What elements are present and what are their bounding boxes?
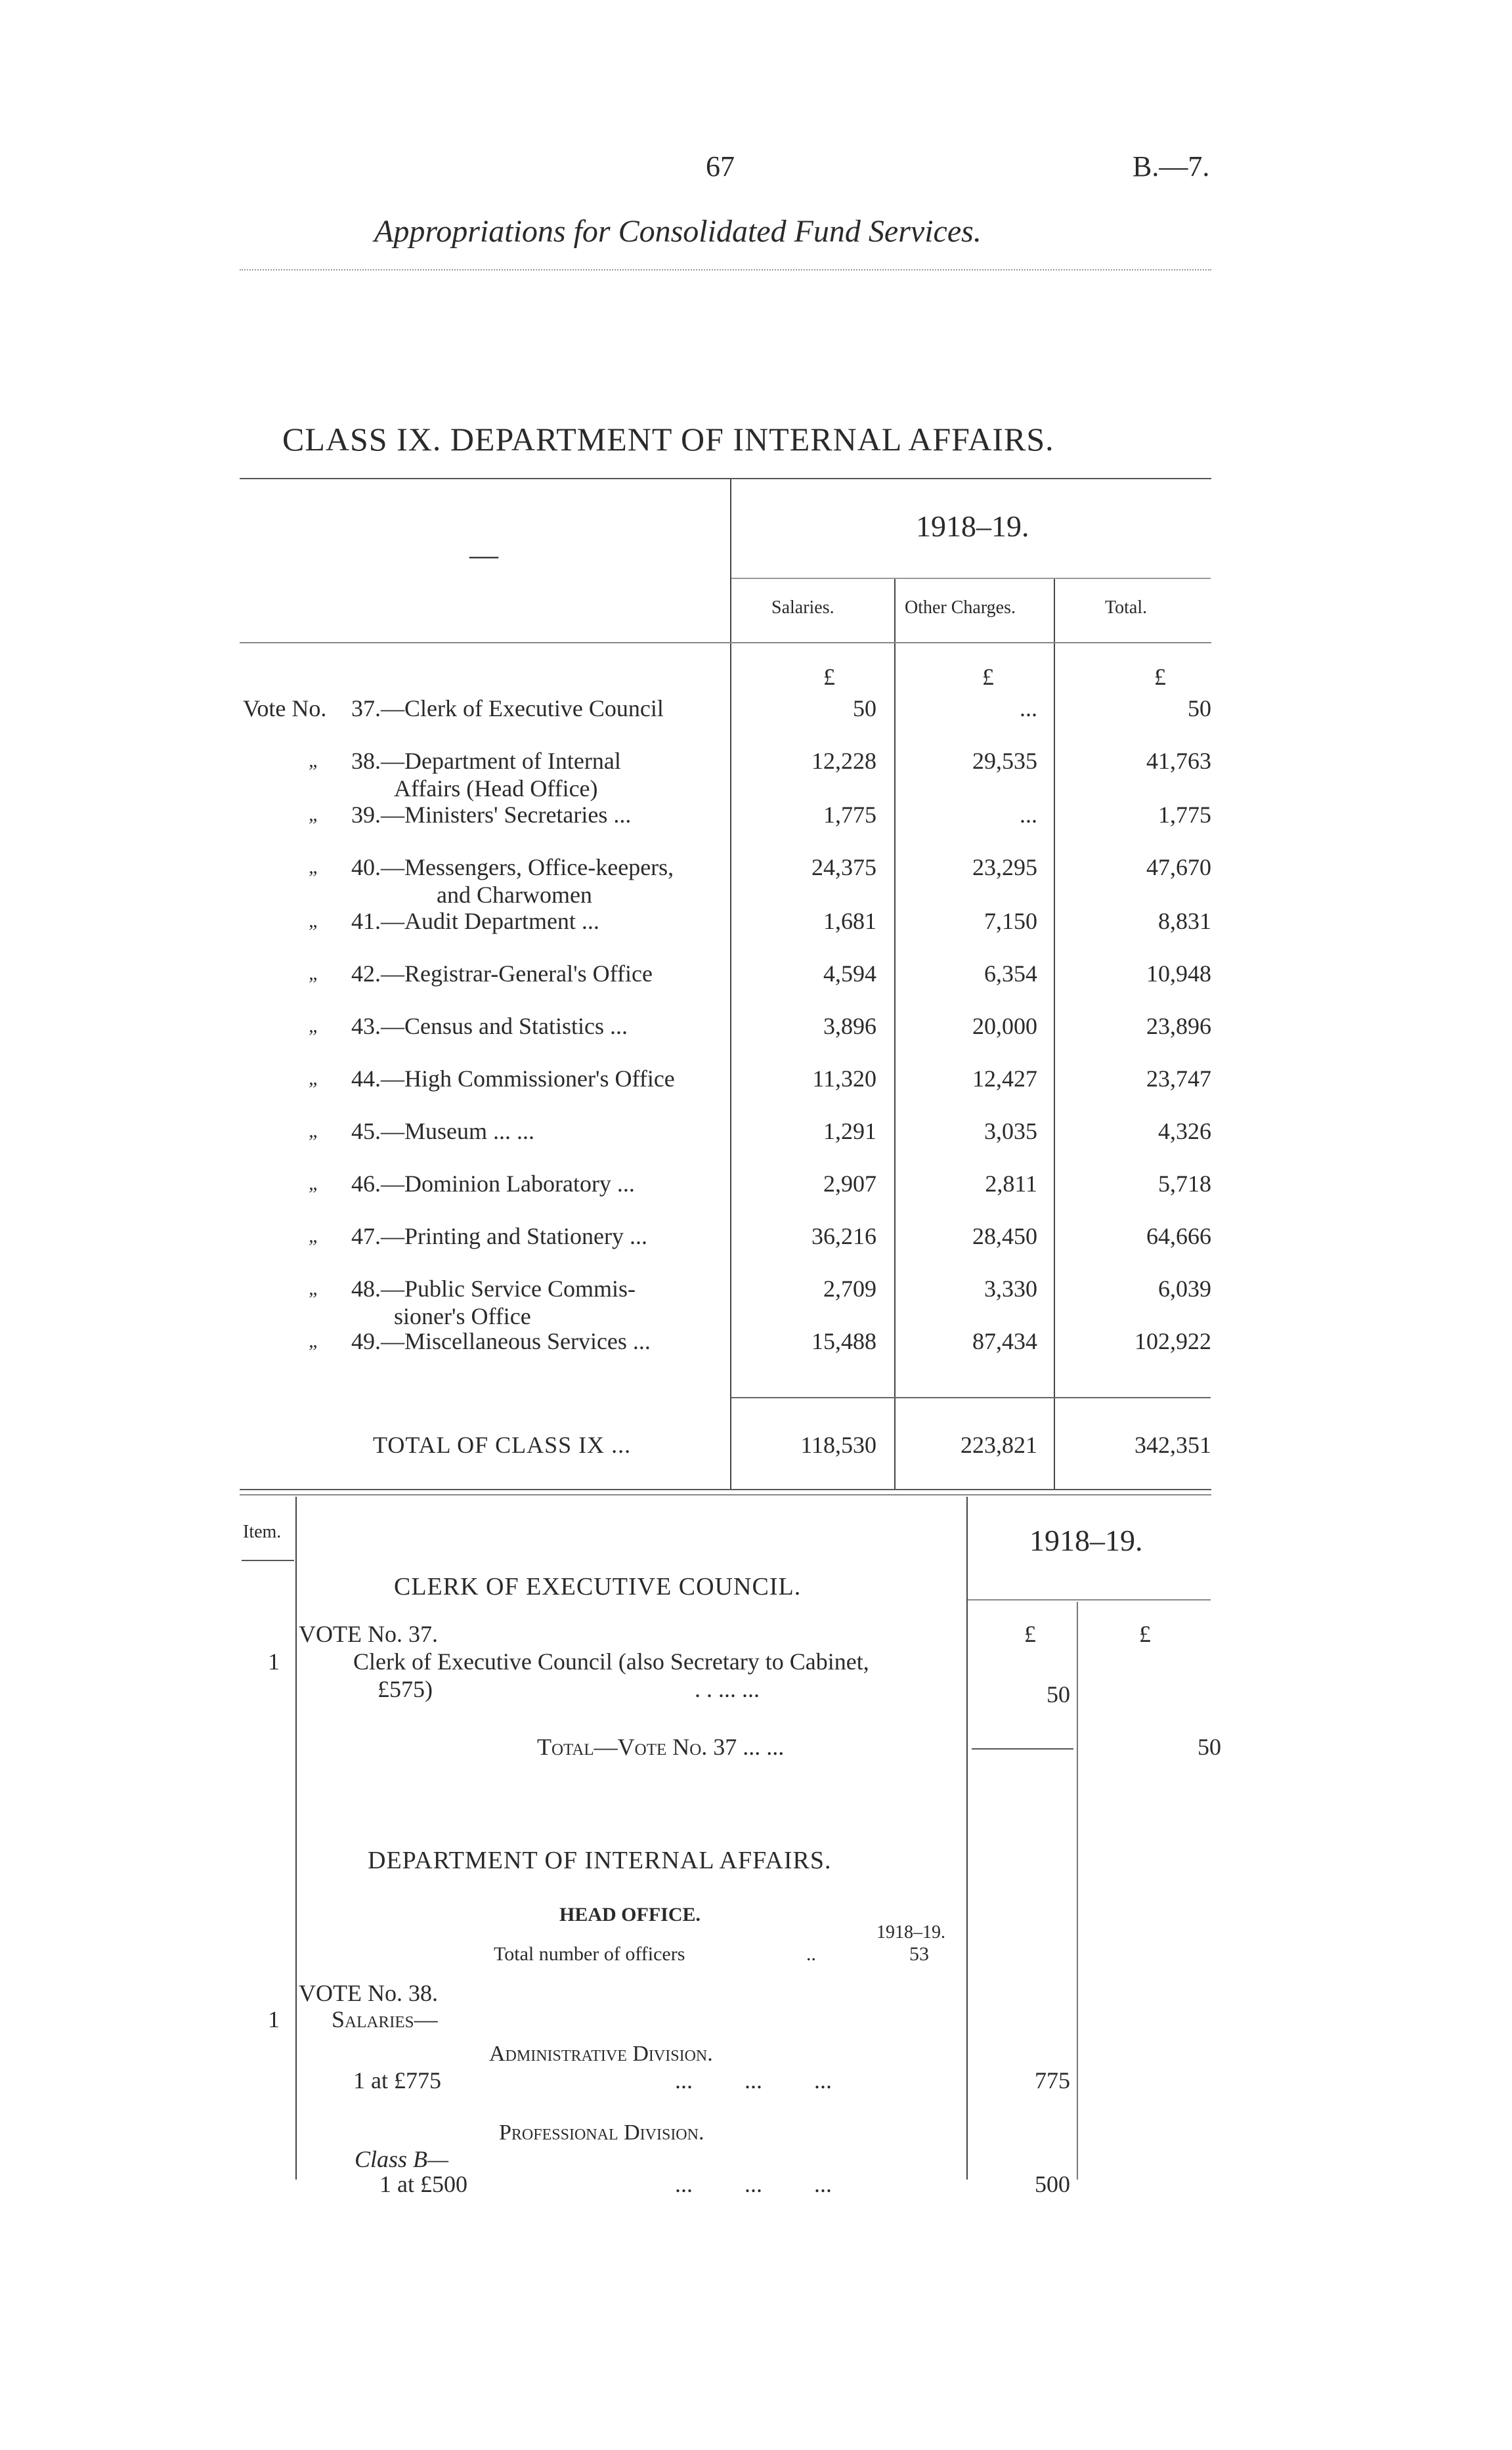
admin-salary-line: 1 at £775 [353, 2067, 441, 2094]
row-label: 44.—High Commissioner's Office [351, 1065, 675, 1092]
detail-currency-1: £ [1024, 1621, 1036, 1647]
total-label-text: Total—Vote No. 37 ... ... [537, 1734, 785, 1760]
ditto-mark: „ [309, 962, 320, 984]
class-b-label: Class B— [355, 2146, 449, 2172]
total-value: 41,763 [1146, 748, 1211, 774]
item-column-divider [295, 1497, 297, 2180]
prof-salary-line: 1 at £500 [379, 2171, 467, 2197]
officers-dots: .. [806, 1943, 816, 1965]
ditto-mark: „ [309, 1172, 320, 1194]
other-charges-value: 12,427 [972, 1065, 1037, 1092]
vote-37-total-label [537, 1733, 784, 1761]
row-label: 48.—Public Service Commis- [351, 1276, 636, 1302]
other-charges-value: 3,330 [984, 1276, 1037, 1302]
total-value: 8,831 [1158, 908, 1211, 934]
other-charges-value: 6,354 [984, 960, 1037, 987]
clerk-item-line1: Clerk of Executive Council (also Secretary to Cabinet, [353, 1648, 869, 1675]
row-label: 45.—Museum ... ... [351, 1118, 534, 1144]
leader-dots: . . ... ... [695, 1676, 760, 1702]
head-office-subheading: HEAD OFFICE. [559, 1904, 701, 1925]
summary-divider-main [730, 479, 731, 1490]
other-charges-value: 28,450 [972, 1223, 1037, 1249]
summary-year: 1918–19. [916, 509, 1029, 543]
ditto-mark: „ [309, 750, 320, 771]
total-value: 23,896 [1146, 1013, 1211, 1039]
other-charges-value: ... [1020, 695, 1037, 721]
subtotal-rule [972, 1748, 1073, 1750]
officers-count: 53 [909, 1943, 929, 1965]
total-value: 5,718 [1158, 1171, 1211, 1197]
total-value: 102,922 [1134, 1328, 1211, 1354]
row-label-continuation: and Charwomen [437, 882, 592, 908]
total-other-charges: 223,821 [961, 1432, 1037, 1458]
totals-rule [731, 1397, 1211, 1398]
salaries-value: 36,216 [811, 1223, 876, 1249]
item-number: 1 [268, 2006, 280, 2032]
total-value: 4,326 [1158, 1118, 1211, 1144]
grand-total: 342,351 [1134, 1432, 1211, 1458]
row-label: 37.—Clerk of Executive Council [351, 695, 664, 721]
total-value: 64,666 [1146, 1223, 1211, 1249]
leader-dots: ... ... ... [675, 2067, 832, 2094]
row-label-continuation: sioner's Office [394, 1303, 531, 1329]
other-charges-value: 23,295 [972, 854, 1037, 880]
salaries-value: 1,681 [823, 908, 876, 934]
total-value: 50 [1188, 695, 1211, 721]
currency-salaries: £ [823, 664, 835, 690]
vote-37-total-amount: 50 [1198, 1734, 1221, 1760]
ditto-mark: „ [309, 1015, 320, 1037]
salaries-value: 4,594 [823, 960, 876, 987]
ditto-mark: „ [309, 1225, 320, 1247]
leader-dots: ... ... ... [675, 2171, 832, 2197]
page-number: 67 [706, 150, 735, 183]
total-value: 6,039 [1158, 1276, 1211, 1302]
summary-top-rule [240, 478, 1211, 479]
summary-bottom-rule [240, 1489, 1211, 1490]
clerk-item-line2: £575) [378, 1676, 433, 1702]
row-label: 41.—Audit Department ... [351, 908, 599, 934]
ditto-mark: „ [309, 1067, 320, 1089]
prof-salary-amount: 500 [1035, 2171, 1070, 2197]
row-label: 49.—Miscellaneous Services ... [351, 1328, 651, 1354]
ditto-mark: „ [309, 1278, 320, 1299]
row-label: 40.—Messengers, Office-keepers, [351, 854, 674, 880]
row-label: 42.—Registrar-General's Office [351, 960, 653, 987]
stub-dash: — [469, 539, 498, 571]
salaries-value: 1,775 [823, 802, 876, 828]
document-reference: B.—7. [1133, 150, 1210, 183]
total-value: 10,948 [1146, 960, 1211, 987]
class-heading: CLASS IX. DEPARTMENT OF INTERNAL AFFAIRS. [282, 421, 1054, 458]
header-rule [240, 269, 1211, 270]
salaries-value: 3,896 [823, 1013, 876, 1039]
other-charges-value: 87,434 [972, 1328, 1037, 1354]
salaries-value: 2,907 [823, 1171, 876, 1197]
detail-currency-2: £ [1139, 1621, 1151, 1647]
clerk-amount: 50 [1047, 1681, 1070, 1708]
item-number: 1 [268, 1648, 280, 1675]
row-label: 39.—Ministers' Secretaries ... [351, 802, 632, 828]
row-label: 43.—Census and Statistics ... [351, 1013, 628, 1039]
officers-year: 1918–19. [876, 1922, 945, 1943]
internal-affairs-heading: DEPARTMENT OF INTERNAL AFFAIRS. [368, 1847, 832, 1874]
ditto-mark: „ [309, 1120, 320, 1142]
salaries-value: 12,228 [811, 748, 876, 774]
professional-division-heading: Professional Division. [499, 2120, 704, 2145]
row-label: 46.—Dominion Laboratory ... [351, 1171, 635, 1197]
ditto-mark: „ [309, 856, 320, 878]
ditto-mark: „ [309, 804, 320, 825]
salaries-value: 11,320 [812, 1065, 876, 1092]
ditto-mark: „ [309, 910, 320, 932]
item-header: Item. [243, 1522, 282, 1542]
currency-total: £ [1154, 664, 1166, 690]
summary-divider-other [1054, 579, 1055, 1490]
salaries-heading: Salaries— [332, 2006, 438, 2032]
other-charges-value: 2,811 [985, 1171, 1037, 1197]
column-header-salaries: Salaries. [771, 597, 834, 618]
salaries-value: 2,709 [823, 1276, 876, 1302]
total-label: TOTAL OF CLASS IX ... [373, 1432, 632, 1458]
officers-label: Total number of officers [494, 1943, 685, 1965]
total-value: 1,775 [1158, 802, 1211, 828]
other-charges-value: 3,035 [984, 1118, 1037, 1144]
salaries-value: 15,488 [811, 1328, 876, 1354]
vote-38-label: VOTE No. 38. [299, 1980, 438, 2006]
currency-other: £ [982, 664, 994, 690]
salaries-value: 1,291 [823, 1118, 876, 1144]
clerk-section-heading: CLERK OF EXECUTIVE COUNCIL. [394, 1573, 802, 1601]
vote-prefix: Vote No. [243, 695, 327, 721]
other-charges-value: 20,000 [972, 1013, 1037, 1039]
item-header-rule [242, 1560, 294, 1561]
salaries-value: 50 [853, 695, 876, 721]
salaries-value: 24,375 [811, 854, 876, 880]
total-value: 23,747 [1146, 1065, 1211, 1092]
row-label: 38.—Department of Internal [351, 748, 621, 774]
detail-year: 1918–19. [1029, 1524, 1143, 1557]
page-title: Appropriations for Consolidated Fund Services. [374, 214, 982, 249]
year-rule [731, 578, 1211, 579]
vote-37-label: VOTE No. 37. [299, 1621, 438, 1647]
row-label-continuation: Affairs (Head Office) [394, 775, 598, 802]
column-header-other-charges: Other Charges. [905, 597, 1016, 618]
ditto-mark: „ [309, 1330, 320, 1352]
detail-top-rule [240, 1494, 1211, 1495]
column-header-total: Total. [1105, 597, 1148, 618]
other-charges-value: 29,535 [972, 748, 1037, 774]
other-charges-value: ... [1020, 802, 1037, 828]
detail-year-rule [968, 1599, 1211, 1601]
total-value: 47,670 [1146, 854, 1211, 880]
amount-subcolumn-divider [1077, 1602, 1078, 2180]
other-charges-value: 7,150 [984, 908, 1037, 934]
column-header-rule [240, 642, 1211, 643]
total-salaries: 118,530 [800, 1432, 876, 1458]
administrative-division-heading: Administrative Division. [489, 2042, 713, 2066]
admin-salary-amount: 775 [1035, 2067, 1070, 2094]
row-label: 47.—Printing and Stationery ... [351, 1223, 647, 1249]
